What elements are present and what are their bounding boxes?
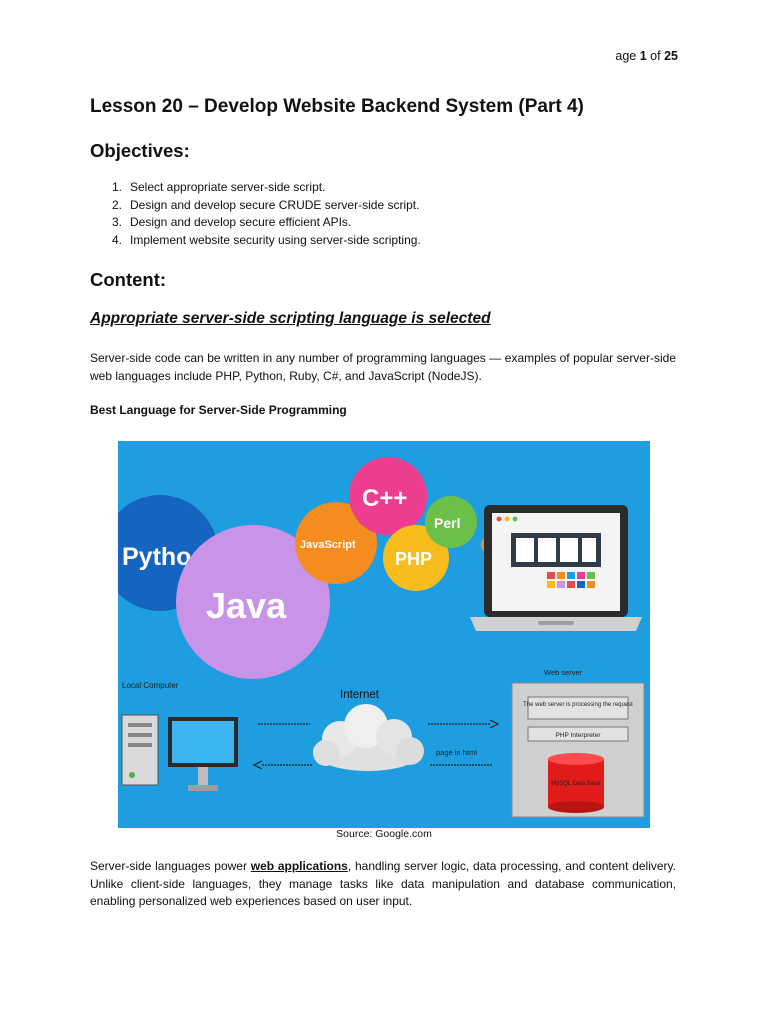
intro-paragraph: Server-side code can be written in any number of programming languages — examples of popular server-side web languages include PHP, Python, Ruby, C#, and JavaScript (NodeJS). [90,351,676,383]
internet-label: Internet [340,689,379,701]
languages-figure [118,441,650,828]
php-interpreter-label: PHP Interpreter [555,732,601,739]
list-number: 4. [112,233,123,248]
page-prefix: age [615,49,637,63]
list-number: 3. [112,215,123,230]
lesson-title: Lesson 20 – Develop Website Backend System (Part 4) [90,96,584,117]
cpp-label: C++ [362,485,408,512]
figure-subheading: Best Language for Server-Side Programming [90,403,347,417]
closing-paragraph [90,858,676,911]
laptop-icon [470,505,642,631]
page-of: of [650,49,661,63]
web-applications-link[interactable]: web applications [250,859,348,873]
list-number: 1. [112,180,123,194]
list-item [90,214,690,232]
section-title: Appropriate server-side scripting language is selected [90,310,491,327]
local-computer-label: Local Computer [122,681,179,690]
list-text: Select appropriate server-side script. [130,180,326,194]
figure-illustration [118,441,650,828]
list-item [90,197,690,215]
objectives-heading: Objectives: [90,140,190,161]
list-item [90,179,690,197]
list-text: Implement website security using server-side scripting. [130,233,421,248]
content-heading: Content: [90,269,167,290]
list-text: Design and develop secure CRUDE server-side script. [130,197,420,212]
closing-text-start: Server-side languages power [90,859,251,873]
figure-caption: Source: Google.com [336,828,432,840]
php-label: PHP [395,549,433,569]
list-item [90,232,690,250]
page-number [615,49,678,63]
database-label: MySQL Data Base [551,781,601,787]
server-note: The web server is processing the request [523,702,633,708]
python-label: Pytho [122,543,192,571]
perl-label: Perl [434,515,461,531]
list-number: 2. [112,197,123,212]
java-label: Java [206,585,287,626]
objectives-list [90,179,690,250]
page-in-html-label: page in html [436,748,477,757]
page-total: 25 [664,49,678,63]
web-server-label: Web server [544,668,583,677]
javascript-label: JavaScript [300,539,356,551]
closing-text-end: , handling server logic, data processing, and content delivery. Unlike client-side languages, they manage tasks like data manipulation and database communication, enabling personalized web experiences based on user input. [90,859,676,908]
list-text: Design and develop secure efficient APIs. [130,215,352,230]
page-current: 1 [639,49,647,63]
